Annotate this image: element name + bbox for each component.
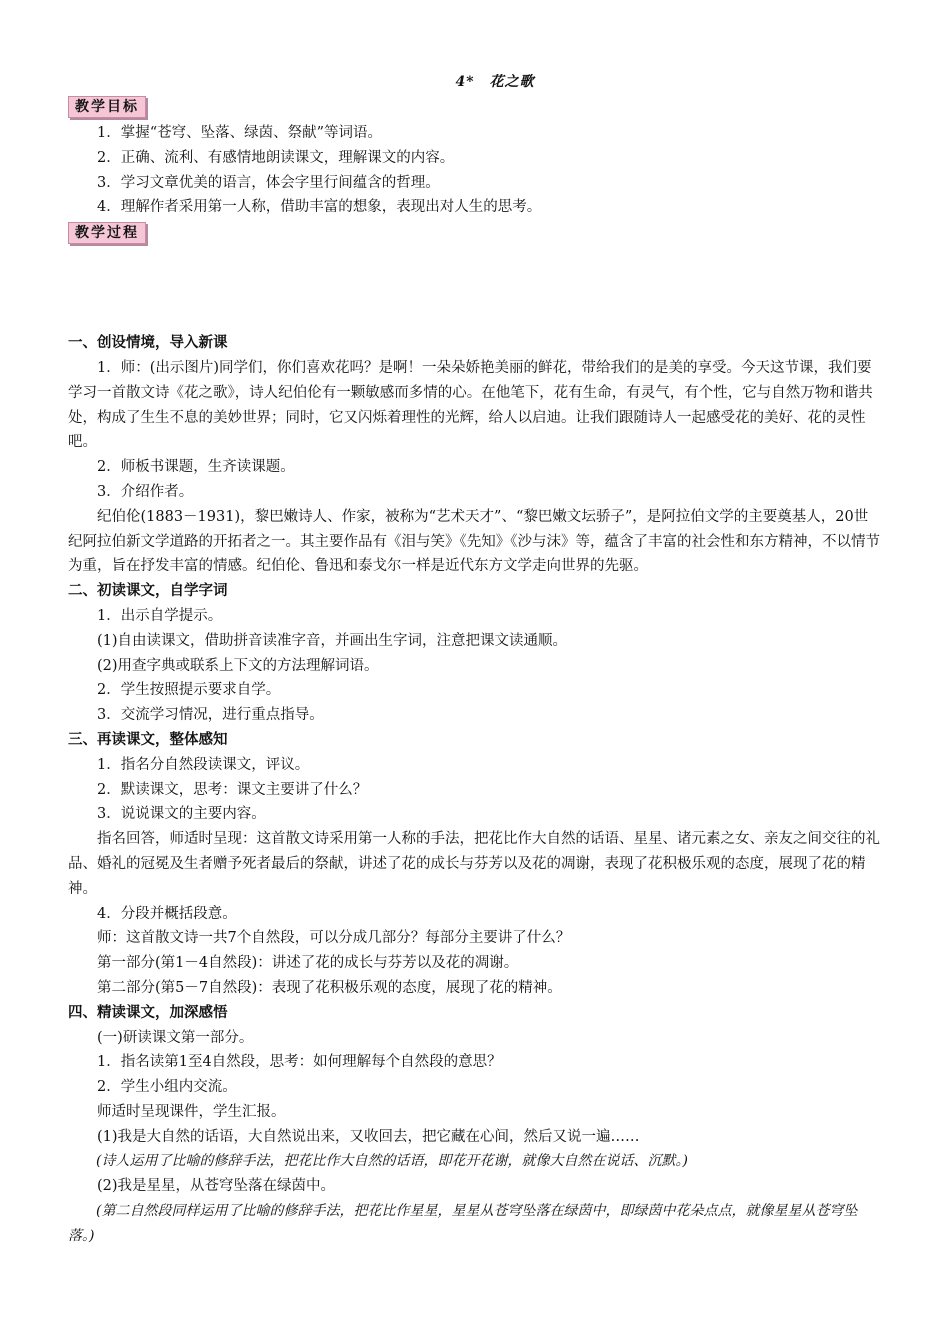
goal-item: 4．理解作者采用第一人称，借助丰富的想象，表现出对人生的思考。	[97, 199, 542, 216]
paragraph: 2．学生按照提示要求自学。	[97, 682, 281, 699]
paragraph: 2．默读课文，思考：课文主要讲了什么？	[97, 781, 368, 798]
paragraph: 第一部分(第1－4自然段)：讲述了花的成长与芬芳以及花的凋谢。	[97, 955, 519, 972]
section-heading: 四、精读课文，加深感悟	[68, 1004, 228, 1021]
paragraph: 纪伯伦(1883－1931)，黎巴嫩诗人、作家，被称为“艺术天才”、“黎巴嫩文坛骄子”，是阿拉伯文学的主要奠基人，20世纪阿拉伯新文学道路的开拓者之一。其主要作品有《泪与笑》《先知》《沙与沫》等，蕴含了丰富的社会性和东方精神，不以情节为重，旨在抒发丰富的情感。纪伯伦、鲁迅和泰戈尔一样是近代东方文学走向世界的先驱。	[68, 508, 880, 575]
paragraph: 1．出示自学提示。	[97, 607, 223, 624]
paragraph: 3．介绍作者。	[97, 483, 194, 500]
paragraph: 1．师：(出示图片)同学们，你们喜欢花吗？是啊！一朵朵娇艳美丽的鲜花，带给我们的是美的享受。今天这节课，我们要学习一首散文诗《花之歌》，诗人纪伯伦有一颗敏感而多情的心。在他笔下，花有生命，有灵气，有个性，它与自然万物和谐共处，构成了生生不息的美妙世界；同时，它又闪烁着理性的光辉，给人以启迪。让我们跟随诗人一起感受花的美好、花的灵性吧。	[68, 359, 873, 451]
section-heading: 一、创设情境，导入新课	[68, 335, 228, 352]
paragraph: (一)研读课文第一部分。	[97, 1029, 254, 1046]
lesson-title: 4* 花之歌	[455, 74, 535, 90]
paragraph: 2．学生小组内交流。	[97, 1079, 237, 1096]
paragraph: (1)自由读课文，借助拼音读准字音，并画出生字词，注意把课文读通顺。	[97, 632, 568, 649]
paragraph: (2)我是星星，从苍穹坠落在绿茵中。	[97, 1178, 336, 1195]
paragraph: 1．指名分自然段读课文，评议。	[97, 756, 310, 773]
document-page	[68, 70, 882, 1249]
paragraph: 指名回答，师适时呈现：这首散文诗采用第一人称的手法，把花比作大自然的话语、星星、诸元素之女、亲友之间交往的礼品、婚礼的冠冕及生者赠予死者最后的祭献，讲述了花的成长与芬芳以及花的凋谢，表现了花积极乐观的态度，展现了花的精神。	[68, 831, 880, 897]
teaching-process-badge: 教学过程	[68, 222, 146, 244]
paragraph: 3．交流学习情况，进行重点指导。	[97, 707, 324, 724]
section-heading: 三、再读课文，整体感知	[68, 731, 228, 748]
paragraph: 3．说说课文的主要内容。	[97, 806, 266, 823]
paragraph: 1．指名读第1至4自然段，思考：如何理解每个自然段的意思？	[97, 1054, 502, 1071]
paragraph: (1)我是大自然的话语，大自然说出来，又收回去，把它藏在心间，然后又说一遍……	[97, 1128, 640, 1145]
paragraph: 第二部分(第5－7自然段)：表现了花积极乐观的态度，展现了花的精神。	[97, 979, 562, 996]
paragraph: 师：这首散文诗一共7个自然段，可以分成几部分？每部分主要讲了什么？	[97, 930, 571, 947]
section-heading: 二、初读课文，自学字词	[68, 583, 228, 600]
goal-item: 1．掌握“苍穹、坠落、绿茵、祭献”等词语。	[97, 125, 383, 141]
annotation-note: (诗人运用了比喻的修辞手法，把花比作大自然的话语，即花开花谢，就像大自然在说话、沉默。)	[96, 1153, 688, 1170]
goal-item: 2．正确、流利、有感情地朗读课文，理解课文的内容。	[97, 149, 455, 166]
paragraph: 2．师板书课题，生齐读课题。	[97, 459, 295, 476]
annotation-note: (第二自然段同样运用了比喻的修辞手法，把花比作星星，星星从苍穹坠落在绿茵中，即绿茵中花朵点点，就像星星从苍穹坠落。)	[68, 1203, 858, 1244]
paragraph: (2)用查字典或联系上下文的方法理解词语。	[97, 657, 379, 674]
paragraph: 师适时呈现课件，学生汇报。	[97, 1103, 286, 1120]
teaching-goals-badge: 教学目标	[68, 96, 146, 118]
goal-item: 3．学习文章优美的语言，体会字里行间蕴含的哲理。	[97, 174, 440, 191]
paragraph: 4．分段并概括段意。	[97, 905, 237, 922]
blank-space	[68, 247, 882, 331]
